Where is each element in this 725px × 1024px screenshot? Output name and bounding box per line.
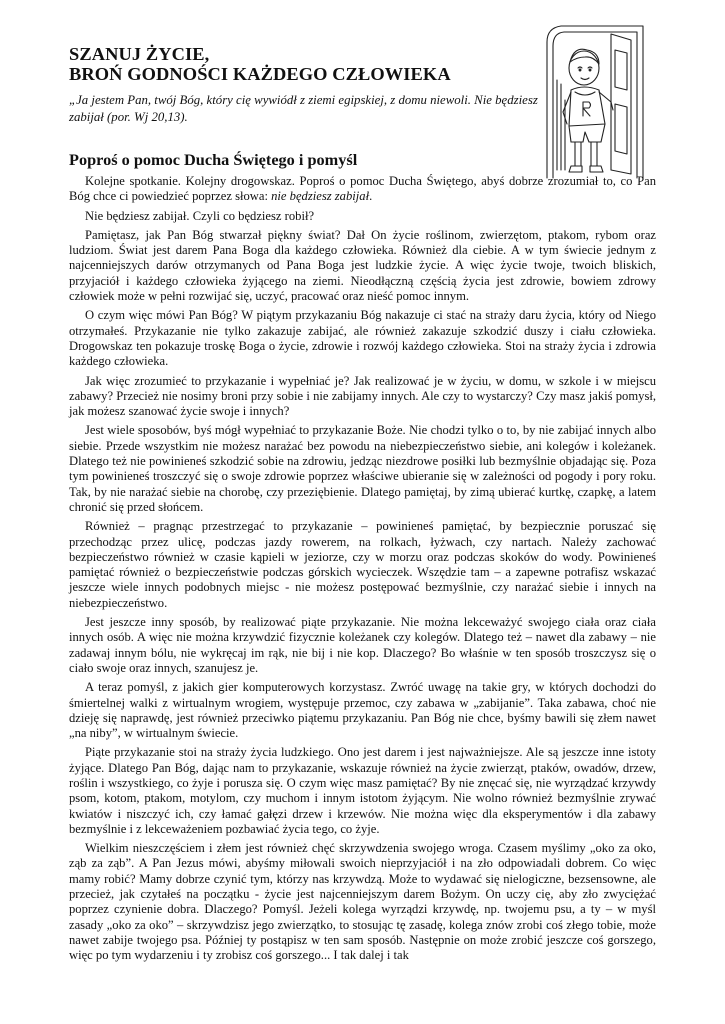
paragraph-1-end: . <box>369 189 373 204</box>
paragraph-6: Jest wiele sposobów, byś mógł wypełniać to przykazanie Boże. Nie chodzi tylko o to, by nie zabijać innych albo siebie. Przede wszystkim nie możesz narażać bez powodu na niebezpieczeństwo siebie, ani kolegów i koleżanek. Dlatego też nie powinieneś szkodzić sobie na zdrowiu, jedząc niezdrowe posiłki lub bezmyślnie objadając się. Poza tym powinieneś troszczyć się o swoje zdrowie poprzez właściwe ubieranie się w zależności od pogody i pory roku. Tak, by nie narażać siebie na chorobę, czy przeziębienie. Dlatego pamiętaj, by zimą ubierać kurtkę, czapkę, a latem chronić się przed słońcem. <box>69 423 656 514</box>
paragraph-7: Również – pragnąc przestrzegać to przykazanie – powinieneś pamiętać, by bezpiecznie poruszać się przechodząc przez ulicę, podczas jazdy rowerem, na rolkach, łyżwach, czy nartach. Należy zachować bezpieczeństwo również w czasie kąpieli w jeziorze, czy w morzu oraz podczas skoków do wody. Powinieneś pamiętać również o bezpieczeństwie podczas górskich wycieczek. Wszędzie tam – a zapewne potrafisz wskazać jeszcze wiele innych podobnych miejsc - nie możesz postępować bezmyślnie, czy narażać siebie i innych na niebezpieczeństwo. <box>69 519 656 610</box>
boy-at-door-illustration <box>539 20 657 180</box>
article-body <box>69 174 656 968</box>
paragraph-1-text: Kolejne spotkanie. Kolejny drogowskaz. Poproś o pomoc Ducha Świętego, abyś dobrze zrozumiał to, co Pan Bóg chce ci powiedzieć poprzez słowa: <box>69 174 656 204</box>
paragraph-9: A teraz pomyśl, z jakich gier komputerowych korzystasz. Zwróć uwagę na takie gry, w których dochodzi do śmiertelnej walki z wirtualnym wrogiem, występuje przemoc, czy zabawa w „zabijanie”. Taka zabawa, choć nie dzieję się naprawdę, jest również przeciwko piątemu przykazaniu. Pan Bóg nie chce, byśmy bawili się złem nawet „na niby”, w wirtualnym świecie. <box>69 680 656 741</box>
bible-quote: „Ja jestem Pan, twój Bóg, który cię wywiódł z ziemi egipskiej, z domu niewoli. Nie będziesz zabijał (por. Wj 20,13). <box>69 93 538 124</box>
title-line-1: SZANUJ ŻYCIE, <box>69 44 210 64</box>
paragraph-8: Jest jeszcze inny sposób, by realizować piąte przykazanie. Nie można lekceważyć swojego ciała oraz ciała innych osób. A więc nie można krzywdzić fizycznie koleżanek czy kolegów. Dlatego też – nawet dla zabawy – nie zadawaj innym bólu, nie wykręcaj im rąk, nie bij i nie kop. Dlaczego? Bo właśnie w ten sposób troszczysz się o ciało swoje oraz innych, szanujesz je. <box>69 615 656 675</box>
paragraph-5: Jak więc zrozumieć to przykazanie i wypełniać je? Jak realizować je w życiu, w domu, w szkole i w miejscu zabawy? Przecież nie nosimy broni przy sobie i nie zabijamy innych. Ale czy to wystarczy? Czy masz jakiś pomysł, jak możesz szanować życie swoje i innych? <box>69 373 656 419</box>
title-line-2: BROŃ GODNOŚCI KAŻDEGO CZŁOWIEKA <box>69 64 451 84</box>
paragraph-4: O czym więc mówi Pan Bóg? W piątym przykazaniu Bóg nakazuje ci stać na straży daru życia, który od Niego otrzymałeś. Przykazanie nie tylko zakazuje zabijać, ale również zakazuje szkodzić duszy i ciału człowieka. Drogowskaz ten pokazuje troskę Boga o życie, zdrowie i rozwój każdego człowieka. Stoi na straży życia i zdrowia każdego człowieka. <box>69 308 656 369</box>
paragraph-1 <box>69 174 656 205</box>
section-heading: Poproś o pomoc Ducha Świętego i pomyśl <box>69 150 358 169</box>
paragraph-3: Pamiętasz, jak Pan Bóg stwarzał piękny świat? Dał On życie roślinom, zwierzętom, ptakom, rybom oraz ludziom. Świat jest darem Pana Boga dla każdego człowieka. Również dla ciebie. A w tym świecie jednym z najcenniejszych darów otrzymanych od Pana Boga jest ludzkie życie. A więc życie twoje, twoich bliskich, przyjaciół i każdego człowieka żyjącego na ziemi. Nieodłączną częścią życia jest zdrowie, bowiem zdrowy człowiek może w pełni rozwijać się, uczyć, pracować oraz nieść pomoc innym. <box>69 227 656 304</box>
page-title <box>69 44 549 84</box>
paragraph-11: Wielkim nieszczęściem i złem jest również chęć skrzywdzenia swojego wroga. Czasem myślimy „oko za oko, ząb za ząb”. A Pan Jezus mówi, abyśmy miłowali swoich nieprzyjaciół i na zło odpowiadali dobrem. Co więc mamy robić? Mamy dobrze czynić tym, którzy nas krzywdzą. Może to wydawać się nielogiczne, bezsensowne, ale przecież, jak czytałeś na początku - życie jest najcenniejszym darem Bożym. On uczy cię, aby zło zwyciężać poprzez czynienie dobra. Dlaczego? Pomyśl. Jeżeli kolega wyrządzi krzywdę, np. twojemu psu, a ty – w myśl zasady „oko za oko” – skrzywdzisz jego zwierzątko, to stosując tę zasadę, kolega znów zrobi coś złego tobie, może nawet zabije twojego psa. Później ty postąpisz w ten sam sposób. Następnie on może zrobić jeszcze coś gorszego, więc po tym wydarzeniu i ty zrobisz coś gorszego... I tak dalej i tak <box>69 841 656 963</box>
paragraph-2: Nie będziesz zabijał. Czyli co będziesz robił? <box>85 208 315 223</box>
title-block <box>69 44 549 126</box>
paragraph-10: Piąte przykazanie stoi na straży życia ludzkiego. Ono jest darem i jest najważniejsze. Ale są jeszcze inne istoty żyjące. Dlatego Pan Bóg, dając nam to przykazanie, wskazuje również na życie zwierząt, ptaków, owadów, drzew, roślin i wszystkiego, co żyje i porusza się. O czym więc masz pamiętać? By nie znęcać się, nie wyrządzać krzywdy psom, kotom, ptakom, motylom, czy muchom i innym istotom żyjącym. Nie wolno również bezmyślnie zrywać kwiatów i niszczyć ich, czy łamać gałęzi drzew i krzewów. Nie można więc dla eksperymentów i dla zabawy bezmyślnie i z lekceważeniem pozbawiać życia tego, co żyje. <box>69 745 656 836</box>
paragraph-1-emphasis: nie będziesz zabijał <box>271 189 370 204</box>
